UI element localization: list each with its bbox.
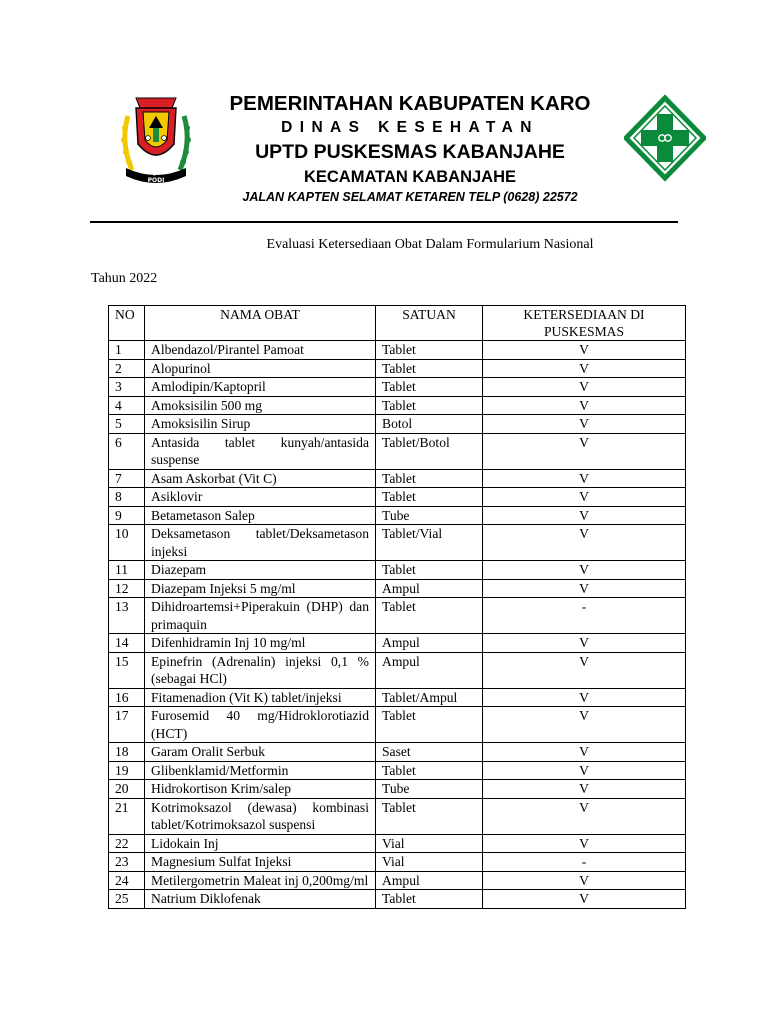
letterhead-address: JALAN KAPTEN SELAMAT KETAREN TELP (0628) 22572 xyxy=(242,190,578,204)
row-number: 1 xyxy=(109,341,145,360)
table-row xyxy=(109,834,686,853)
table-row xyxy=(109,688,686,707)
document-title: Evaluasi Ketersediaan Obat Dalam Formularium Nasional xyxy=(266,237,594,252)
unit-cell: Ampul xyxy=(376,579,483,598)
table-row xyxy=(109,871,686,890)
row-number: 20 xyxy=(109,780,145,799)
drug-name-cell: Deksametason tablet/Deksametason injeksi xyxy=(145,525,376,561)
column-header-no: NO xyxy=(109,306,145,341)
row-number: 21 xyxy=(109,798,145,834)
availability-cell: V xyxy=(483,341,686,360)
unit-cell: Tablet xyxy=(376,761,483,780)
table-row xyxy=(109,579,686,598)
table-row xyxy=(109,359,686,378)
drug-name-cell: Amoksisilin 500 mg xyxy=(145,396,376,415)
table-row xyxy=(109,598,686,634)
unit-cell: Tablet xyxy=(376,469,483,488)
table-row xyxy=(109,561,686,580)
drug-availability-table xyxy=(108,305,686,909)
row-number: 19 xyxy=(109,761,145,780)
unit-cell: Tablet xyxy=(376,378,483,397)
row-number: 8 xyxy=(109,488,145,507)
table-row xyxy=(109,634,686,653)
availability-cell: V xyxy=(483,780,686,799)
drug-name-cell: Diazepam xyxy=(145,561,376,580)
unit-cell: Vial xyxy=(376,834,483,853)
drug-name-cell: Natrium Diklofenak xyxy=(145,890,376,909)
letterhead-divider xyxy=(90,221,678,223)
drug-name-cell: Epinefrin (Adrenalin) injeksi 0,1 % (sebagai HCl) xyxy=(145,652,376,688)
availability-cell: V xyxy=(483,834,686,853)
availability-cell: V xyxy=(483,707,686,743)
column-header-drug-name: NAMA OBAT xyxy=(145,306,376,341)
drug-name-cell: Asam Askorbat (Vit C) xyxy=(145,469,376,488)
availability-cell: V xyxy=(483,359,686,378)
unit-cell: Tablet xyxy=(376,341,483,360)
unit-cell: Ampul xyxy=(376,652,483,688)
row-number: 23 xyxy=(109,853,145,872)
unit-cell: Botol xyxy=(376,415,483,434)
table-row xyxy=(109,780,686,799)
drug-name-cell: Dihidroartemsi+Piperakuin (DHP) dan primaquin xyxy=(145,598,376,634)
unit-cell: Ampul xyxy=(376,634,483,653)
availability-cell: V xyxy=(483,688,686,707)
puskesmas-logo xyxy=(624,94,706,190)
table-header-row xyxy=(109,306,686,341)
availability-cell: V xyxy=(483,890,686,909)
letterhead-department-name: DINAS KESEHATAN xyxy=(281,119,539,136)
unit-cell: Tablet xyxy=(376,598,483,634)
row-number: 5 xyxy=(109,415,145,434)
drug-name-cell: Antasida tablet kunyah/antasida suspense xyxy=(145,433,376,469)
unit-cell: Tablet xyxy=(376,890,483,909)
unit-cell: Tablet xyxy=(376,561,483,580)
row-number: 9 xyxy=(109,506,145,525)
table-row xyxy=(109,853,686,872)
row-number: 10 xyxy=(109,525,145,561)
table-row xyxy=(109,890,686,909)
table-row xyxy=(109,798,686,834)
table-row xyxy=(109,707,686,743)
unit-cell: Tablet/Vial xyxy=(376,525,483,561)
row-number: 18 xyxy=(109,743,145,762)
table-row xyxy=(109,743,686,762)
table-row xyxy=(109,378,686,397)
table-row xyxy=(109,488,686,507)
drug-name-cell: Garam Oralit Serbuk xyxy=(145,743,376,762)
row-number: 22 xyxy=(109,834,145,853)
row-number: 7 xyxy=(109,469,145,488)
availability-cell: V xyxy=(483,506,686,525)
availability-cell: V xyxy=(483,634,686,653)
availability-cell: V xyxy=(483,469,686,488)
availability-cell: V xyxy=(483,396,686,415)
drug-name-cell: Hidrokortison Krim/salep xyxy=(145,780,376,799)
letterhead-government-name: PEMERINTAHAN KABUPATEN KARO xyxy=(229,92,591,115)
table-row xyxy=(109,469,686,488)
row-number: 16 xyxy=(109,688,145,707)
unit-cell: Vial xyxy=(376,853,483,872)
availability-cell: V xyxy=(483,761,686,780)
drug-name-cell: Lidokain Inj xyxy=(145,834,376,853)
availability-cell: V xyxy=(483,415,686,434)
row-number: 12 xyxy=(109,579,145,598)
availability-cell: V xyxy=(483,561,686,580)
availability-cell: V xyxy=(483,488,686,507)
drug-name-cell: Furosemid 40 mg/Hidroklorotiazid (HCT) xyxy=(145,707,376,743)
document-year: Tahun 2022 xyxy=(91,271,158,286)
table-row xyxy=(109,396,686,415)
unit-cell: Tablet xyxy=(376,396,483,415)
unit-cell: Tablet/Botol xyxy=(376,433,483,469)
row-number: 15 xyxy=(109,652,145,688)
row-number: 25 xyxy=(109,890,145,909)
availability-cell: V xyxy=(483,378,686,397)
table-row xyxy=(109,525,686,561)
availability-cell: V xyxy=(483,652,686,688)
drug-name-cell: Diazepam Injeksi 5 mg/ml xyxy=(145,579,376,598)
drug-name-cell: Albendazol/Pirantel Pamoat xyxy=(145,341,376,360)
row-number: 2 xyxy=(109,359,145,378)
availability-cell: - xyxy=(483,853,686,872)
drug-name-cell: Amoksisilin Sirup xyxy=(145,415,376,434)
drug-name-cell: Fitamenadion (Vit K) tablet/injeksi xyxy=(145,688,376,707)
row-number: 13 xyxy=(109,598,145,634)
table-row xyxy=(109,652,686,688)
drug-name-cell: Betametason Salep xyxy=(145,506,376,525)
unit-cell: Tablet/Ampul xyxy=(376,688,483,707)
letterhead-puskesmas-name: UPTD PUSKESMAS KABANJAHE xyxy=(255,141,565,163)
availability-cell: V xyxy=(483,433,686,469)
availability-cell: V xyxy=(483,525,686,561)
column-header-unit: SATUAN xyxy=(376,306,483,341)
row-number: 4 xyxy=(109,396,145,415)
availability-cell: - xyxy=(483,598,686,634)
drug-name-cell: Amlodipin/Kaptopril xyxy=(145,378,376,397)
letterhead-text xyxy=(200,90,620,206)
row-number: 14 xyxy=(109,634,145,653)
row-number: 11 xyxy=(109,561,145,580)
row-number: 17 xyxy=(109,707,145,743)
drug-name-cell: Difenhidramin Inj 10 mg/ml xyxy=(145,634,376,653)
table-row xyxy=(109,341,686,360)
unit-cell: Tube xyxy=(376,506,483,525)
unit-cell: Tablet xyxy=(376,359,483,378)
row-number: 24 xyxy=(109,871,145,890)
availability-cell: V xyxy=(483,798,686,834)
availability-cell: V xyxy=(483,871,686,890)
row-number: 6 xyxy=(109,433,145,469)
drug-name-cell: Asiklovir xyxy=(145,488,376,507)
drug-name-cell: Glibenklamid/Metformin xyxy=(145,761,376,780)
drug-name-cell: Magnesium Sulfat Injeksi xyxy=(145,853,376,872)
table-row xyxy=(109,761,686,780)
unit-cell: Tablet xyxy=(376,798,483,834)
unit-cell: Ampul xyxy=(376,871,483,890)
logo-motto-text: PIJER PODI xyxy=(147,169,165,184)
table-row xyxy=(109,433,686,469)
drug-name-cell: Alopurinol xyxy=(145,359,376,378)
letterhead-subdistrict-name: KECAMATAN KABANJAHE xyxy=(303,168,517,186)
table-row xyxy=(109,415,686,434)
unit-cell: Saset xyxy=(376,743,483,762)
unit-cell: Tube xyxy=(376,780,483,799)
availability-cell: V xyxy=(483,579,686,598)
drug-name-cell: Metilergometrin Maleat inj 0,200mg/ml xyxy=(145,871,376,890)
availability-cell: V xyxy=(483,743,686,762)
unit-cell: Tablet xyxy=(376,488,483,507)
table-row xyxy=(109,506,686,525)
unit-cell: Tablet xyxy=(376,707,483,743)
row-number: 3 xyxy=(109,378,145,397)
column-header-availability: KETERSEDIAAN DI PUSKESMAS xyxy=(483,306,686,341)
drug-name-cell: Kotrimoksazol (dewasa) kombinasi tablet/Kotrimoksazol suspensi xyxy=(145,798,376,834)
